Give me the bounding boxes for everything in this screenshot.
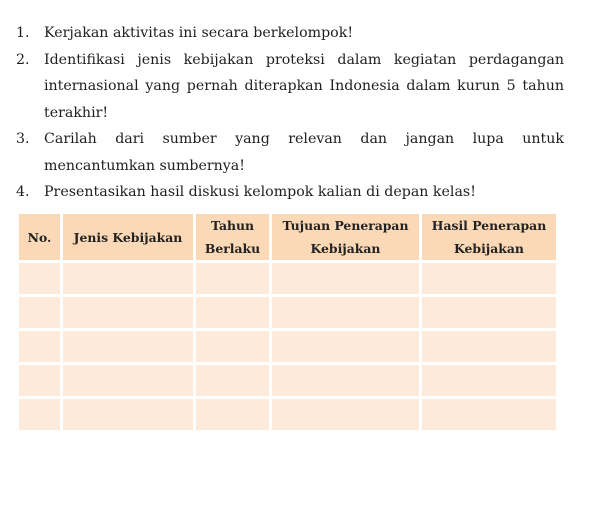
instruction-number: 3. bbox=[16, 131, 30, 147]
instruction-list bbox=[16, 20, 564, 206]
table-cell[interactable] bbox=[63, 365, 193, 396]
header-jenis-kebijakan: Jenis Kebijakan bbox=[63, 214, 193, 260]
table-cell[interactable] bbox=[272, 331, 419, 362]
header-hasil-line2: Kebijakan bbox=[454, 241, 524, 256]
table-body bbox=[19, 263, 556, 430]
instruction-item bbox=[16, 126, 564, 179]
table-row bbox=[19, 399, 556, 430]
table-cell[interactable] bbox=[422, 365, 556, 396]
table-cell[interactable] bbox=[422, 297, 556, 328]
table-cell[interactable] bbox=[196, 365, 269, 396]
table-header-row bbox=[19, 214, 556, 260]
table-cell[interactable] bbox=[422, 399, 556, 430]
header-tahun-line2: Berlaku bbox=[204, 241, 261, 256]
table-row bbox=[19, 297, 556, 328]
table-cell[interactable] bbox=[272, 399, 419, 430]
header-no: No. bbox=[19, 214, 60, 260]
table-cell[interactable] bbox=[422, 331, 556, 362]
table-cell[interactable] bbox=[196, 297, 269, 328]
instruction-number: 2. bbox=[16, 51, 30, 68]
table-cell[interactable] bbox=[63, 331, 193, 362]
table-cell[interactable] bbox=[422, 263, 556, 294]
header-tujuan-line2: Kebijakan bbox=[310, 241, 381, 256]
table-cell[interactable] bbox=[63, 263, 193, 294]
instruction-number: 4. bbox=[16, 184, 30, 200]
header-hasil-penerapan bbox=[422, 214, 556, 260]
header-tahun-line1: Tahun bbox=[210, 218, 255, 233]
table-cell[interactable] bbox=[196, 263, 269, 294]
instruction-text: Carilah dari sumber yang relevan dan jangan lupa untuk mencantumkan sumbernya! bbox=[44, 131, 564, 174]
policy-table bbox=[16, 211, 559, 433]
table-cell[interactable] bbox=[196, 331, 269, 362]
table-row bbox=[19, 263, 556, 294]
instruction-text: Identifikasi jenis kebijakan proteksi dalam kegiatan perdagangan internasional yang pernah diterapkan Indonesia dalam kurun 5 tahun terakhir! bbox=[44, 51, 564, 121]
table-cell[interactable] bbox=[272, 297, 419, 328]
table-cell[interactable] bbox=[19, 331, 60, 362]
table-cell[interactable] bbox=[19, 297, 60, 328]
instruction-text: Presentasikan hasil diskusi kelompok kalian di depan kelas! bbox=[44, 184, 476, 200]
instruction-item bbox=[16, 20, 564, 47]
table-cell[interactable] bbox=[272, 365, 419, 396]
table-cell[interactable] bbox=[19, 263, 60, 294]
instruction-item bbox=[16, 179, 564, 206]
table-cell[interactable] bbox=[196, 399, 269, 430]
header-tujuan-line1: Tujuan Penerapan bbox=[282, 218, 409, 233]
table-row bbox=[19, 365, 556, 396]
header-hasil-line1: Hasil Penerapan bbox=[431, 218, 547, 233]
table-cell[interactable] bbox=[63, 399, 193, 430]
header-tujuan-penerapan bbox=[272, 214, 419, 260]
header-tahun-berlaku bbox=[196, 214, 269, 260]
table-cell[interactable] bbox=[19, 365, 60, 396]
table-row bbox=[19, 331, 556, 362]
table-cell[interactable] bbox=[272, 263, 419, 294]
instruction-number: 1. bbox=[16, 25, 30, 41]
table-cell[interactable] bbox=[63, 297, 193, 328]
instruction-text: Kerjakan aktivitas ini secara berkelompok! bbox=[44, 25, 354, 41]
table-cell[interactable] bbox=[19, 399, 60, 430]
instruction-item bbox=[16, 47, 564, 127]
